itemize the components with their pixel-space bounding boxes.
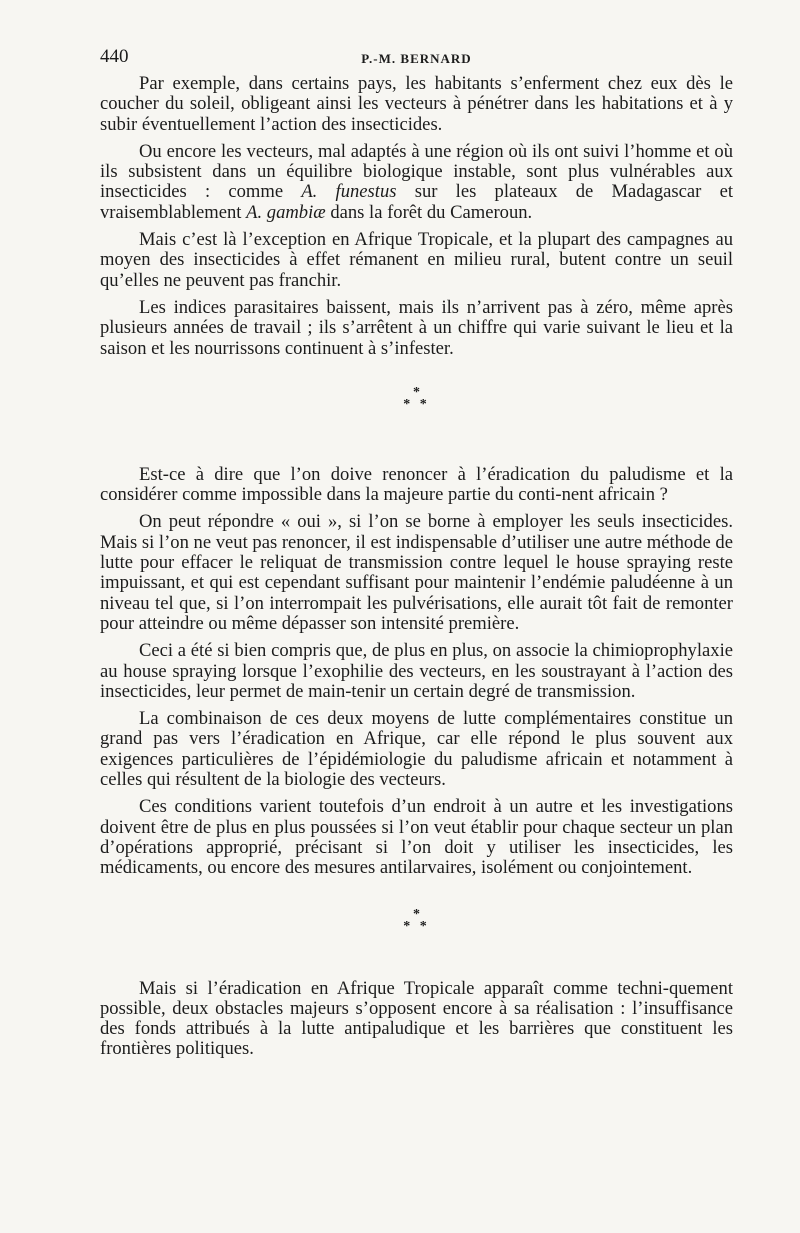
asterism-bottom: * * xyxy=(403,918,430,934)
paragraph-10: Mais si l’éradication en Afrique Tropicale apparaît comme techni-quement possible, deux obstacles majeurs s’opposent encore à sa réalisation : l’insuffisance des fonds attribués à la lutte antipaludique et les barrières que constituent les frontières politiques. xyxy=(100,977,733,1060)
species-gambiae: A. gambiæ xyxy=(246,201,326,223)
section-asterism-1 xyxy=(100,384,733,412)
paragraph-9: Ces conditions varient toutefois d’un endroit à un autre et les investigations doivent être de plus en plus poussées si l’on veut établir pour chaque secteur un plan d’opérations approprié, précisant si l’on doit y utiliser les insecticides, les médicaments, ou encore des mesures antilarvaires, isolément ou conjointement. xyxy=(100,796,733,879)
paragraph-2-start: Ou encore les vecteurs, mal adaptés à une région où ils ont suivi l’homme et où ils subsistent dans un équilibre biologique instable, sont plus vulnérables aux insecticides : comme xyxy=(100,140,733,203)
asterism-bottom: * * xyxy=(403,396,430,412)
species-funestus: A. funestus xyxy=(301,181,397,203)
page-number: 440 xyxy=(100,46,129,67)
running-head: P.-M. BERNARD xyxy=(361,51,472,66)
paragraph-2-end: dans la forêt du Cameroun. xyxy=(325,201,533,223)
asterism-top: * xyxy=(413,906,420,922)
paragraph-2-mid: sur les plateaux de Madagascar et vraisemblablement xyxy=(100,181,733,223)
page xyxy=(100,46,733,1060)
paragraph-1: Par exemple, dans certains pays, les habitants s’enferment chez eux dès le coucher du soleil, obligeant ainsi les vecteurs à pénétrer dans les habitations et à y subir éventuellement l’action des insecticides. xyxy=(100,73,733,135)
paragraph-6: On peut répondre « oui », si l’on se borne à employer les seuls insecticides. Mais si l’on ne veut pas renoncer, il est indispensable d’utiliser une autre méthode de lutte pour effacer le reliquat de transmission contre lequel le house spraying reste impuissant, et qui est cependant suffisant pour maintenir l’endémie paludéenne à un niveau tel que, si l’on interrompait les pulvérisations, elle aurait tôt fait de remonter pour atteindre ou même dépasser son intensité première. xyxy=(100,511,733,634)
section-asterism-2 xyxy=(100,906,733,934)
paragraph-3: Mais c’est là l’exception en Afrique Tropicale, et la plupart des campagnes au moyen des insecticides à effet rémanent en milieu rural, butent contre un seuil qu’elles ne peuvent pas franchir. xyxy=(100,229,733,291)
paragraph-2 xyxy=(100,142,733,223)
page-header xyxy=(100,46,733,74)
paragraph-5: Est-ce à dire que l’on doive renoncer à l’éradication du paludisme et la considérer comme impossible dans la majeure partie du conti-nent africain ? xyxy=(100,463,733,506)
paragraph-7: Ceci a été si bien compris que, de plus en plus, on associe la chimioprophylaxie au house spraying lorsque l’exophilie des vecteurs, en les soustrayant à l’action des insecticides, leur permet de main-tenir un certain degré de transmission. xyxy=(100,640,733,702)
paragraph-8: La combinaison de ces deux moyens de lutte complémentaires constitue un grand pas vers l’éradication en Afrique, car elle répond le plus souvent aux exigences particulières de l’épidémiologie du paludisme africain et notamment à celles qui résultent de la biologie des vecteurs. xyxy=(100,708,733,791)
asterism-top: * xyxy=(413,384,420,400)
paragraph-4: Les indices parasitaires baissent, mais ils n’arrivent pas à zéro, même après plusieurs années de travail ; ils s’arrêtent à un chiffre qui varie suivant le lieu et la saison et les nourrissons continuent à s’infester. xyxy=(100,296,733,359)
